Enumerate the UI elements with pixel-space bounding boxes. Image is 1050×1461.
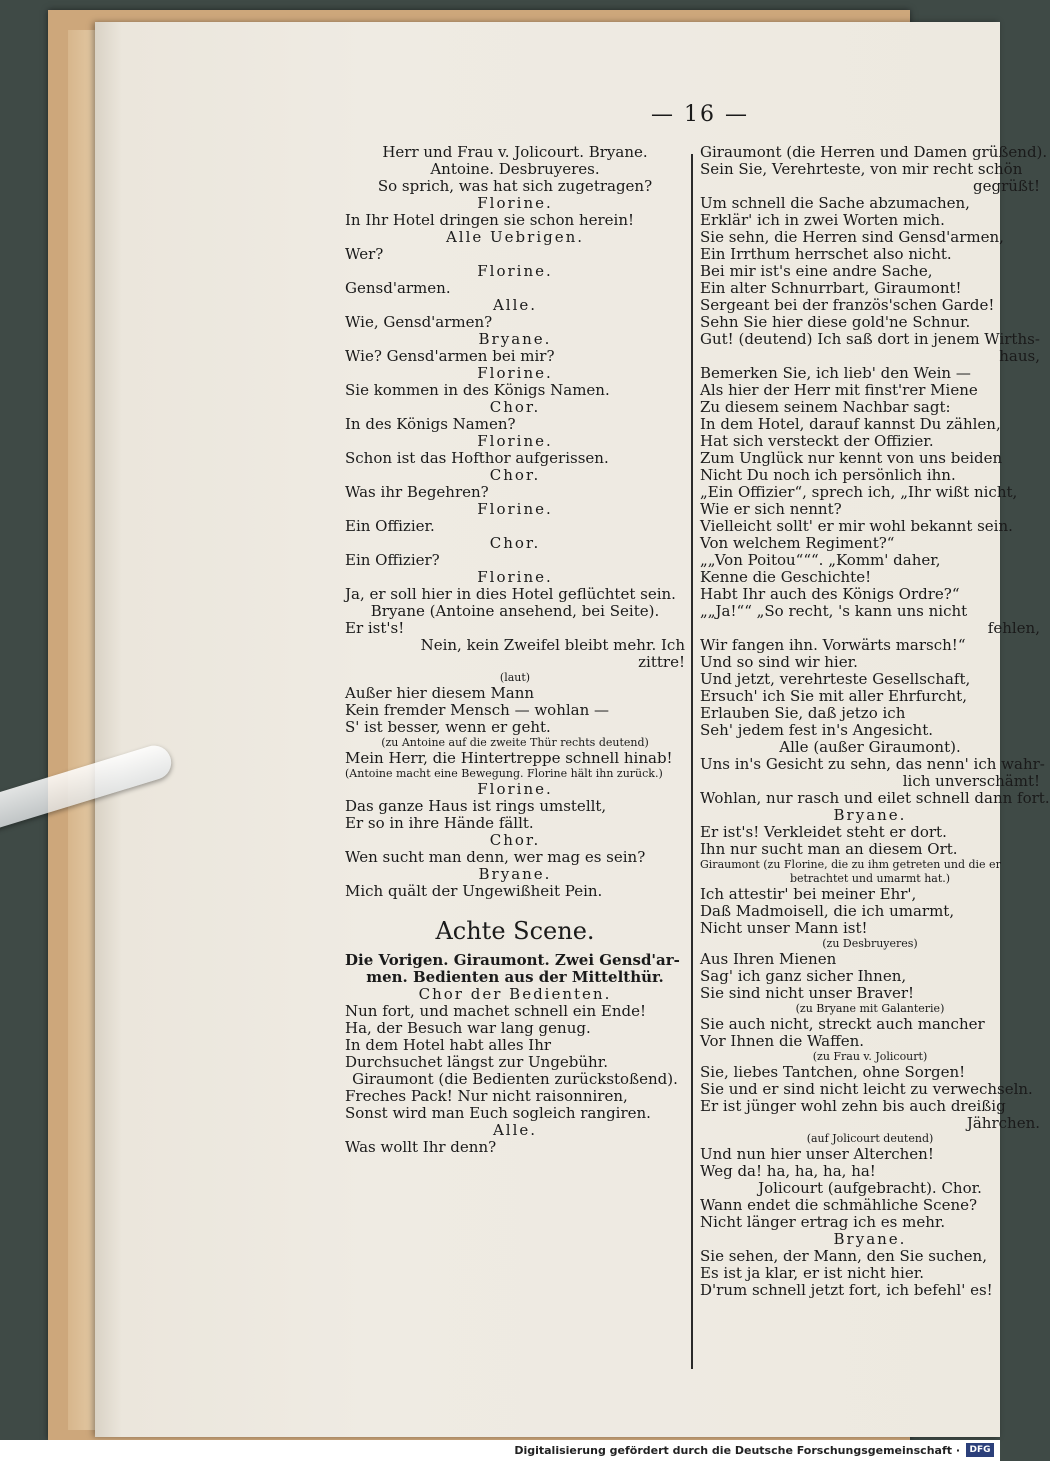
text-line: Uns in's Gesicht zu sehn, das nenn' ich wahr- bbox=[700, 755, 1045, 773]
text-line: Schon ist das Hofthor aufgerissen. bbox=[345, 449, 609, 467]
text-line: Sie kommen in des Königs Namen. bbox=[345, 381, 610, 399]
dfg-logo: DFG bbox=[966, 1443, 994, 1457]
stage-direction: (zu Desbruyeres) bbox=[822, 937, 918, 950]
text-line: Von welchem Regiment?“ bbox=[700, 534, 895, 552]
text-line: Kenne die Geschichte! bbox=[700, 568, 872, 586]
text-line: haus, bbox=[999, 347, 1040, 365]
stage-direction: (Antoine macht eine Bewegung. Florine hält ihn zurück.) bbox=[345, 767, 663, 780]
text-line: Nein, kein Zweifel bleibt mehr. Ich bbox=[420, 636, 685, 654]
text-line: Er ist's! bbox=[345, 619, 405, 637]
text-line: Sie sehn, die Herren sind Gensd'armen, bbox=[700, 228, 1004, 246]
text-line: Ich attestir' bei meiner Ehr', bbox=[700, 885, 917, 903]
text-line: So sprich, was hat sich zugetragen? bbox=[377, 177, 653, 195]
text-line: „„Ja!““ „So recht, 's kann uns nicht bbox=[700, 602, 968, 620]
text-line: gegrüßt! bbox=[973, 177, 1040, 195]
stage-direction: Giraumont (zu Florine, die zu ihm getreten und die er bbox=[700, 858, 1001, 871]
text-line: Bei mir ist's eine andre Sache, bbox=[700, 262, 933, 280]
text-line: Zum Unglück nur kennt von uns beiden bbox=[700, 449, 1003, 467]
text-line: Die Vorigen. Giraumont. Zwei Gensd'ar- bbox=[345, 951, 680, 969]
text-line: Mich quält der Ungewißheit Pein. bbox=[345, 882, 603, 900]
text-line: Wer? bbox=[345, 245, 384, 263]
text-line: Kein fremder Mensch — wohlan — bbox=[345, 701, 610, 719]
text-line: lich unverschämt! bbox=[902, 772, 1040, 790]
text-line: Sie sind nicht unser Braver! bbox=[700, 984, 915, 1002]
text-line: Und jetzt, verehrteste Gesellschaft, bbox=[700, 670, 971, 688]
text-line: Nicht länger ertrag ich es mehr. bbox=[700, 1213, 946, 1231]
stage-direction: (auf Jolicourt deutend) bbox=[806, 1132, 934, 1145]
speaker-name: Chor. bbox=[489, 831, 541, 849]
text-line: Was wollt Ihr denn? bbox=[345, 1138, 497, 1156]
text-line: Erklär' ich in zwei Worten mich. bbox=[700, 211, 945, 229]
speaker-name: Chor der Bedienten. bbox=[418, 985, 612, 1003]
text-line: Außer hier diesem Mann bbox=[345, 684, 535, 702]
text-line: Gensd'armen. bbox=[345, 279, 451, 297]
speaker-name: Florine. bbox=[477, 568, 553, 586]
speaker-name: Florine. bbox=[477, 262, 553, 280]
text-line: Sie und er sind nicht leicht zu verwechseln. bbox=[700, 1080, 1033, 1098]
text-line: „Ein Offizier“, sprech ich, „Ihr wißt nicht, bbox=[700, 483, 1018, 501]
speaker-name: Alle Uebrigen. bbox=[445, 228, 585, 246]
text-line: Er ist jünger wohl zehn bis auch dreißig bbox=[700, 1097, 1006, 1115]
speaker-name: Bryane. bbox=[478, 330, 552, 348]
text-line: Herr und Frau v. Jolicourt. Bryane. bbox=[382, 143, 648, 161]
speaker-name: Bryane. bbox=[833, 806, 907, 824]
stage-direction: (zu Antoine auf die zweite Thür rechts deutend) bbox=[381, 736, 649, 749]
stage-direction: (zu Bryane mit Galanterie) bbox=[795, 1002, 945, 1015]
text-line: Jährchen. bbox=[966, 1114, 1040, 1132]
text-line: Erlauben Sie, daß jetzo ich bbox=[700, 704, 906, 722]
text-line: Giraumont (die Bedienten zurückstoßend). bbox=[352, 1070, 678, 1088]
text-line: men. Bedienten aus der Mittelthür. bbox=[366, 968, 664, 986]
text-line: Als hier der Herr mit finst'rer Miene bbox=[700, 381, 978, 399]
text-line: Sehn Sie hier diese gold'ne Schnur. bbox=[700, 313, 971, 331]
text-line: Sergeant bei der französ'schen Garde! bbox=[700, 296, 995, 314]
text-line: Bemerken Sie, ich lieb' den Wein — bbox=[700, 364, 971, 382]
text-line: Daß Madmoisell, die ich umarmt, bbox=[700, 902, 955, 920]
text-line: S' ist besser, wenn er geht. bbox=[345, 718, 551, 736]
text-line: Es ist ja klar, er ist nicht hier. bbox=[700, 1264, 925, 1282]
text-line: Ihn nur sucht man an diesem Ort. bbox=[700, 840, 958, 858]
page-number: — 16 — bbox=[651, 102, 749, 127]
left-column bbox=[345, 144, 685, 1156]
text-line: Sag' ich ganz sicher Ihnen, bbox=[700, 967, 907, 985]
text-line: Giraumont (die Herren und Damen grüßend). bbox=[700, 143, 1048, 161]
speaker-name: Chor. bbox=[489, 466, 541, 484]
text-line: Sein Sie, Verehrteste, von mir recht schön bbox=[700, 160, 1023, 178]
text-line: Nicht Du noch ich persönlich ihn. bbox=[700, 466, 956, 484]
text-line: Zu diesem seinem Nachbar sagt: bbox=[700, 398, 951, 416]
text-line: Antoine. Desbruyeres. bbox=[430, 160, 600, 178]
text-line: In dem Hotel, darauf kannst Du zählen, bbox=[700, 415, 1001, 433]
text-line: Ha, der Besuch war lang genug. bbox=[345, 1019, 591, 1037]
funding-notice: Digitalisierung gefördert durch die Deutsche Forschungsgemeinschaft · bbox=[514, 1444, 960, 1457]
text-line: Nun fort, und machet schnell ein Ende! bbox=[345, 1002, 647, 1020]
book-page bbox=[95, 22, 1050, 1437]
footer-bar bbox=[0, 1440, 1000, 1461]
text-line: Wohlan, nur rasch und eilet schnell dann fort. bbox=[700, 789, 1050, 807]
speaker-name: Bryane. bbox=[833, 1230, 907, 1248]
text-line: In Ihr Hotel dringen sie schon herein! bbox=[345, 211, 635, 229]
text-line: Und so sind wir hier. bbox=[700, 653, 858, 671]
text-line: Wie er sich nennt? bbox=[700, 500, 842, 518]
text-line: Ersuch' ich Sie mit aller Ehrfurcht, bbox=[700, 687, 967, 705]
speaker-name: Chor. bbox=[489, 398, 541, 416]
stage-direction: (zu Frau v. Jolicourt) bbox=[812, 1050, 928, 1063]
speaker-name: Alle. bbox=[492, 296, 538, 314]
column-divider bbox=[691, 154, 693, 1369]
text-line: Vor Ihnen die Waffen. bbox=[700, 1032, 865, 1050]
text-line: Sie sehen, der Mann, den Sie suchen, bbox=[700, 1247, 987, 1265]
text-line: Ja, er soll hier in dies Hotel geflüchtet sein. bbox=[345, 585, 676, 603]
text-line: Freches Pack! Nur nicht raisonniren, bbox=[345, 1087, 628, 1105]
text-line: Nicht unser Mann ist! bbox=[700, 919, 868, 937]
text-line: Wen sucht man denn, wer mag es sein? bbox=[345, 848, 646, 866]
text-line: Aus Ihren Mienen bbox=[700, 950, 837, 968]
text-line: Er so in ihre Hände fällt. bbox=[345, 814, 534, 832]
text-line: In des Königs Namen? bbox=[345, 415, 516, 433]
speaker-name: Florine. bbox=[477, 500, 553, 518]
text-line: Was ihr Begehren? bbox=[345, 483, 489, 501]
text-line: Um schnell die Sache abzumachen, bbox=[700, 194, 970, 212]
text-line: Seh' jedem fest in's Angesicht. bbox=[700, 721, 933, 739]
right-column bbox=[700, 143, 1050, 1299]
text-line: Sie, liebes Tantchen, ohne Sorgen! bbox=[700, 1063, 966, 1081]
text-line: Er ist's! Verkleidet steht er dort. bbox=[700, 823, 947, 841]
text-line: Habt Ihr auch des Königs Ordre?“ bbox=[700, 585, 960, 603]
text-line: Und nun hier unser Alterchen! bbox=[700, 1145, 934, 1163]
speaker-name: Florine. bbox=[477, 432, 553, 450]
text-line: Hat sich versteckt der Offizier. bbox=[700, 432, 934, 450]
text-line: Gut! (deutend) Ich saß dort in jenem Wirths- bbox=[700, 330, 1040, 348]
text-line: Das ganze Haus ist rings umstellt, bbox=[345, 797, 607, 815]
stage-direction: (laut) bbox=[499, 671, 531, 684]
text-line: Ein Irrthum herrschet also nicht. bbox=[700, 245, 952, 263]
text-line: Jolicourt (aufgebracht). Chor. bbox=[758, 1179, 982, 1197]
text-line: Sonst wird man Euch sogleich rangiren. bbox=[345, 1104, 651, 1122]
text-line: Ein Offizier. bbox=[345, 517, 435, 535]
speaker-name: Bryane. bbox=[478, 865, 552, 883]
text-line: Mein Herr, die Hintertreppe schnell hinab! bbox=[345, 749, 673, 767]
text-line: Vielleicht sollt' er mir wohl bekannt sein. bbox=[700, 517, 1013, 535]
text-line: Weg da! ha, ha, ha, ha! bbox=[700, 1162, 876, 1180]
text-line: Wann endet die schmähliche Scene? bbox=[700, 1196, 978, 1214]
scene-heading: Achte Scene. bbox=[435, 917, 595, 945]
text-line: Wie, Gensd'armen? bbox=[345, 313, 493, 331]
text-line: D'rum schnell jetzt fort, ich befehl' es! bbox=[700, 1281, 993, 1299]
text-line: Bryane (Antoine ansehend, bei Seite). bbox=[370, 602, 660, 620]
speaker-name: Alle. bbox=[492, 1121, 538, 1139]
stage-direction: betrachtet und umarmt hat.) bbox=[789, 872, 951, 885]
text-line: Sie auch nicht, streckt auch mancher bbox=[700, 1015, 985, 1033]
text-line: In dem Hotel habt alles Ihr bbox=[345, 1036, 552, 1054]
text-line: zittre! bbox=[638, 653, 685, 671]
text-line: Ein Offizier? bbox=[345, 551, 440, 569]
text-line: Wie? Gensd'armen bei mir? bbox=[345, 347, 555, 365]
speaker-name: Chor. bbox=[489, 534, 541, 552]
speaker-name: Florine. bbox=[477, 364, 553, 382]
text-line: Wir fangen ihn. Vorwärts marsch!“ bbox=[700, 636, 966, 654]
text-line: Durchsuchet längst zur Ungebühr. bbox=[345, 1053, 609, 1071]
text-line: „„Von Poitou“““. „Komm' daher, bbox=[700, 551, 941, 569]
speaker-name: Florine. bbox=[477, 194, 553, 212]
text-line: Ein alter Schnurrbart, Giraumont! bbox=[700, 279, 962, 297]
text-line: fehlen, bbox=[987, 619, 1040, 637]
speaker-name: Florine. bbox=[477, 780, 553, 798]
text-line: Alle (außer Giraumont). bbox=[779, 738, 961, 756]
